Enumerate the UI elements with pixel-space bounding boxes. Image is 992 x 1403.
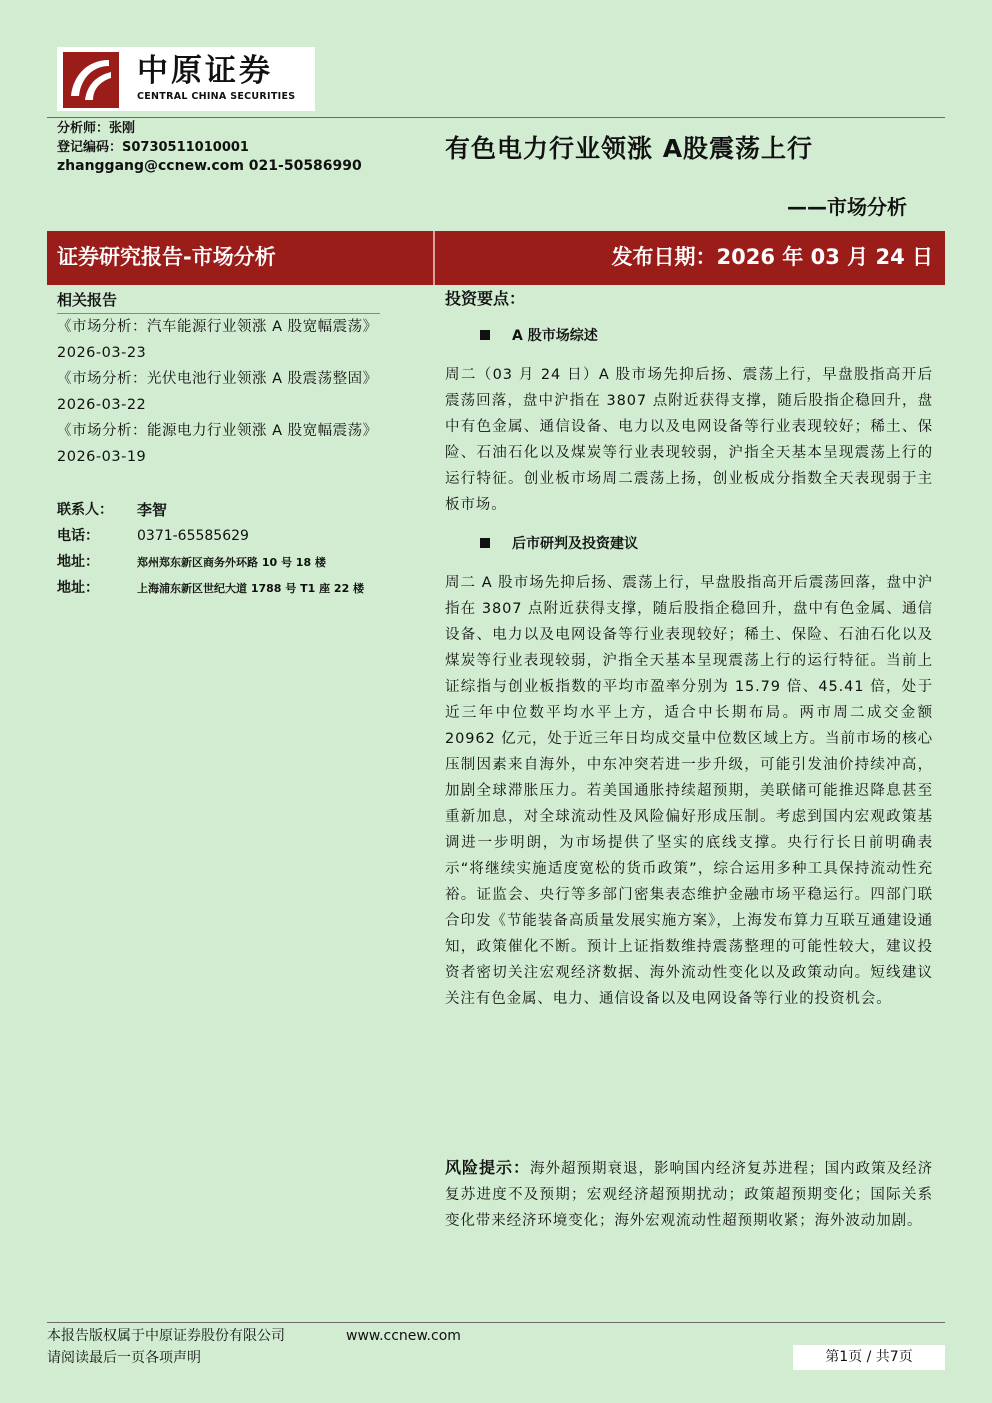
contact-address-zhengzhou: 郑州郑东新区商务外环路 10 号 18 楼 <box>137 556 326 569</box>
logo-name-en: CENTRAL CHINA SECURITIES <box>137 91 296 102</box>
risk-warning-text: 海外超预期衰退，影响国内经济复苏进程；国内政策及经济复苏进度不及预期；宏观经济超预期扰动；政策超预期变化；国际关系变化带来经济环境变化；海外宏观流动性超预期收紧；海外波动加剧。 <box>445 1161 933 1229</box>
analyst-registration: 登记编码：S0730511010001 <box>57 140 249 155</box>
contact-phone-label: 电话： <box>57 528 99 544</box>
header-divider <box>47 117 945 118</box>
contact-person-label: 联系人： <box>57 502 113 518</box>
related-reports-heading: 相关报告 <box>57 291 118 309</box>
banner-divider <box>433 231 435 285</box>
contact-address-shanghai: 上海浦东新区世纪大道 1788 号 T1 座 22 楼 <box>137 582 365 595</box>
footer-copyright: 本报告版权属于中原证券股份有限公司 <box>47 1328 285 1344</box>
report-type: 证券研究报告-市场分析 <box>57 245 276 269</box>
report-banner <box>47 231 945 285</box>
contact-person: 李智 <box>137 501 168 519</box>
square-bullet-icon <box>480 538 490 548</box>
page-indicator: 第1页 / 共7页 <box>793 1345 945 1370</box>
risk-warning <box>445 1155 933 1234</box>
publish-date: 发布日期：2026 年 03 月 24 日 <box>611 245 933 269</box>
section-heading-outlook: 后市研判及投资建议 <box>480 534 638 554</box>
contact-phone: 0371-65585629 <box>137 528 249 544</box>
contact-address-label: 地址： <box>57 554 99 570</box>
related-report-item[interactable]: 《市场分析：汽车能源行业领涨 A 股宽幅震荡》 2026-03-23 <box>57 319 378 361</box>
logo-name-cn: 中原证券 <box>137 53 273 89</box>
analyst-name: 分析师：张刚 <box>57 121 136 136</box>
section-heading-market-review: A 股市场综述 <box>480 326 598 346</box>
company-logo <box>57 47 315 111</box>
outlook-paragraph: 周二 A 股市场先抑后扬、震荡上行，早盘股指高开后震荡回落，盘中沪指在 3807 点附近获得支撑，随后股指企稳回升，盘中有色金属、通信设备、电力以及电网设备等行业表现较好；稀土、保险、石油石化以及煤炭等行业表现较弱，沪指全天基本呈现震荡上行的运行特征。当前上证综指与创业板指数的平均市盈率分别为 15.79 倍、45.41 倍，处于近三年中位数平均水平上方，适合中长期布局。两市周二成交金额 20962 亿元，处于近三年日均成交量中位数区域上方。当前市场的核心压制因素来自海外，中东冲突若进一步升级，可能引发油价持续冲高，加剧全球滞胀压力。若美国通胀持续超预期，美联储可能推迟降息甚至重新加息，对全球流动性及风险偏好形成压制。考虑到国内宏观政策基调进一步明朗，为市场提供了坚实的底线支撑。央行行长日前明确表示“将继续实施适度宽松的货币政策”，综合运用多种工具保持流动性充裕。证监会、央行等多部门密集表态维护金融市场平稳运行。四部门联合印发《节能装备高质量发展实施方案》，上海发布算力互联互通建设通知，政策催化不断。预计上证指数维持震荡整理的可能性较大，建议投资者密切关注宏观经济数据、海外流动性变化以及政策动向。短线建议关注有色金属、电力、通信设备以及电网设备等行业的投资机会。 <box>445 575 933 1007</box>
contact-address-label: 地址： <box>57 580 99 596</box>
report-title: 有色电力行业领涨 A股震荡上行 <box>445 134 814 163</box>
square-bullet-icon <box>480 330 490 340</box>
risk-warning-label: 风险提示： <box>445 1158 531 1177</box>
related-report-item[interactable]: 《市场分析：光伏电池行业领涨 A 股震荡整固》 2026-03-22 <box>57 371 378 413</box>
logo-mark-icon <box>63 52 119 108</box>
investment-highlights-heading: 投资要点： <box>445 289 526 308</box>
footer-website-link[interactable]: www.ccnew.com <box>346 1328 461 1344</box>
report-subtitle: ——市场分析 <box>787 195 907 219</box>
market-review-paragraph: 周二（03 月 24 日）A 股市场先抑后扬、震荡上行，早盘股指高开后震荡回落，盘中沪指在 3807 点附近获得支撑，随后股指企稳回升，盘中有色金属、通信设备、电力以及电网设备等行业表现较好；稀土、保险、石油石化以及煤炭等行业表现较弱，沪指全天基本呈现震荡上行的运行特征。创业板市场周二震荡上扬，创业板成分指数全天表现弱于主板市场。 <box>445 367 933 513</box>
analyst-contact: zhanggang@ccnew.com 021-50586990 <box>57 158 362 174</box>
related-report-item[interactable]: 《市场分析：能源电力行业领涨 A 股宽幅震荡》 2026-03-19 <box>57 423 378 465</box>
footer-disclaimer-notice: 请阅读最后一页各项声明 <box>47 1350 201 1366</box>
footer-divider <box>47 1322 945 1323</box>
